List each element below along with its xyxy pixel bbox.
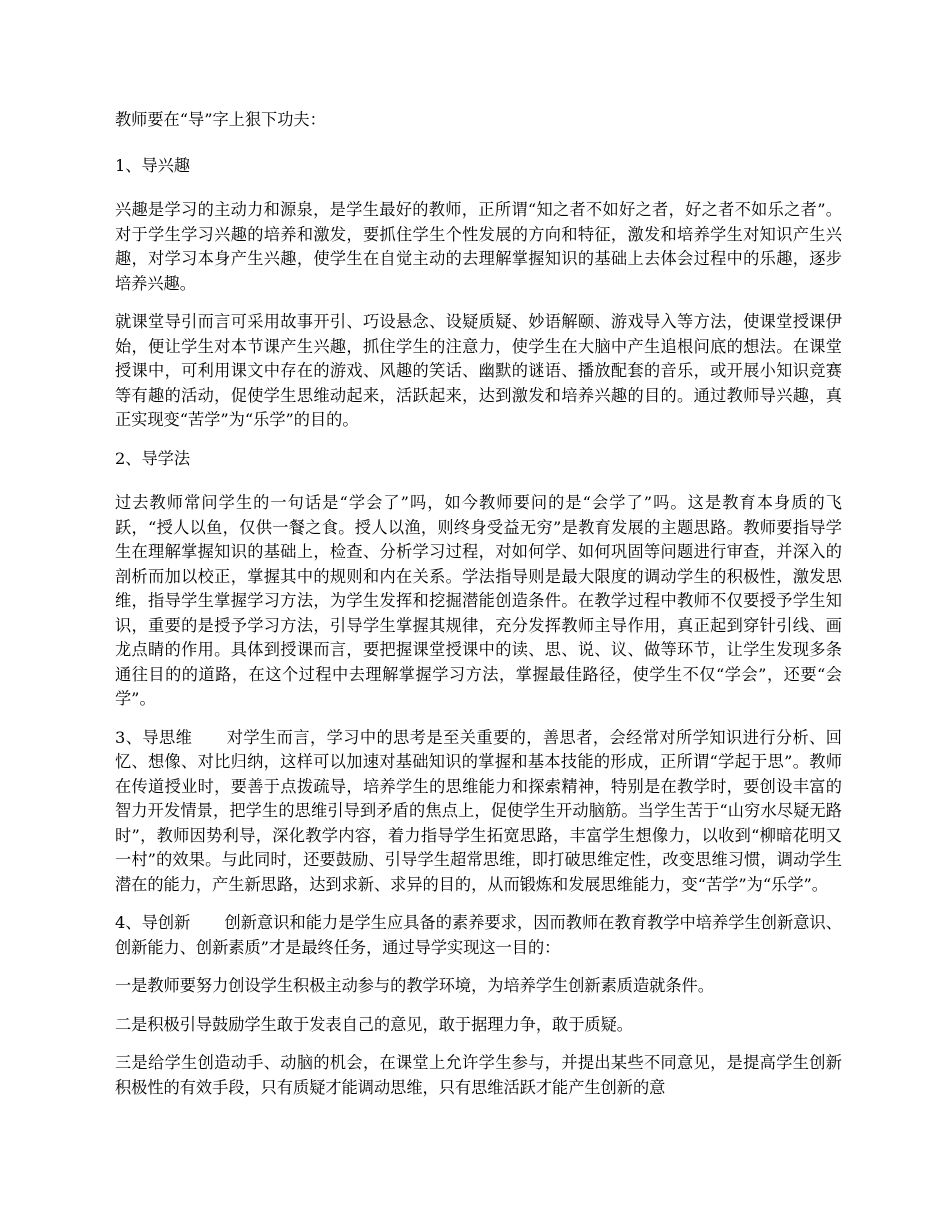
section-3-text: 对学生而言，学习中的思考是至关重要的，善思者，会经常对所学知识进行分析、回忆、想像、对比归纳，这样可以加速对基础知识的掌握和基本技能的形成，正所谓“学起于思”。教师在传道授业时，要善于点拨疏导，培养学生的思维能力和探索精神，特别是在教学时，要创设丰富的智力开发情景，把学生的思维引导到矛盾的焦点上，促使学生开动脑筋。当学生苦于“山穷水尽疑无路时”，教师因势利导，深化教学内容，着力指导学生拓宽思路，丰富学生想像力，以收到“柳暗花明又一村”的效果。与此同时，还要鼓励、引导学生超常思维，即打破思维定性，改变思维习惯，调动学生潜在的能力，产生新思路，达到求新、求异的目的，从而锻炼和发展思维能力，变“苦学”为“乐学”。 [115, 727, 842, 894]
section-3-paragraph [115, 726, 842, 898]
section-4-point-2: 二是积极引导鼓励学生敢于发表自己的意见，敢于据理力争，敢于质疑。 [115, 1014, 633, 1034]
intro-line: 教师要在“导”字上狠下功夫： [115, 110, 326, 129]
section-1-heading: 1、导兴趣 [115, 155, 191, 175]
section-2-heading: 2、导学法 [115, 448, 191, 468]
section-4-text: 创新意识和能力是学生应具备的素养要求，因而教师在教育教学中培养学生创新意识、创新能力、创新素质”才是最终任务，通过导学实现这一目的： [115, 913, 842, 957]
section-1-paragraph-2: 就课堂导引而言可采用故事开引、巧设悬念、设疑质疑、妙语解颐、游戏导入等方法，使课堂授课伊始，便让学生对本节课产生兴趣，抓住学生的注意力，使学生在大脑中产生追根问底的想法。在课堂授课中，可利用课文中存在的游戏、风趣的笑话、幽默的谜语、播放配套的音乐，或开展小知识竞赛等有趣的活动，促使学生思维动起来，活跃起来，达到激发和培养兴趣的目的。通过教师导兴趣，真正实现变“苦学”为“乐学”的目的。 [115, 312, 842, 429]
section-4-paragraph [115, 911, 842, 960]
section-4-point-3: 三是给学生创造动手、动脑的机会，在课堂上允许学生参与，并提出某些不同意见，是提高学生创新积极性的有效手段，只有质疑才能调动思维，只有思维活跃才能产生创新的意 [115, 1053, 842, 1097]
section-1-paragraph-1: 兴趣是学习的主动力和源泉，是学生最好的教师，正所谓“知之者不如好之者，好之者不如乐之者”。对于学生学习兴趣的培养和激发，要抓住学生个性发展的方向和特征，激发和培养学生对知识产生兴趣，对学习本身产生兴趣，使学生在自觉主动的去理解掌握知识的基础上去体会过程中的乐趣，逐步培养兴趣。 [115, 200, 842, 293]
section-4-heading: 4、导创新 [115, 913, 191, 932]
section-2-paragraph-1: 过去教师常问学生的一句话是“学会了”吗，如今教师要问的是“会学了”吗。这是教育本身质的飞跃，“授人以鱼，仅供一餐之食。授人以渔，则终身受益无穷”是教育发展的主题思路。教师要指导学生在理解掌握知识的基础上，检查、分析学习过程，对如何学、如何巩固等问题进行审查，并深入的剖析而加以校正，掌握其中的规则和内在关系。学法指导则是最大限度的调动学生的积极性，激发思维，指导学生掌握学习方法，为学生发挥和挖掘潜能创造条件。在教学过程中教师不仅要授予学生知识，重要的是授予学习方法，引导学生掌握其规律，充分发挥教师主导作用，真正起到穿针引线、画龙点睛的作用。具体到授课而言，要把握课堂授课中的读、思、说、议、做等环节，让学生发现多条通往目的的道路，在这个过程中去理解掌握学习方法，掌握最佳路径，使学生不仅“学会”，还要“会学”。 [115, 493, 842, 708]
section-4-point-1: 一是教师要努力创设学生积极主动参与的教学环境，为培养学生创新素质造就条件。 [115, 976, 714, 995]
document-page [115, 108, 842, 1114]
section-3-heading: 3、导思维 [115, 727, 193, 747]
